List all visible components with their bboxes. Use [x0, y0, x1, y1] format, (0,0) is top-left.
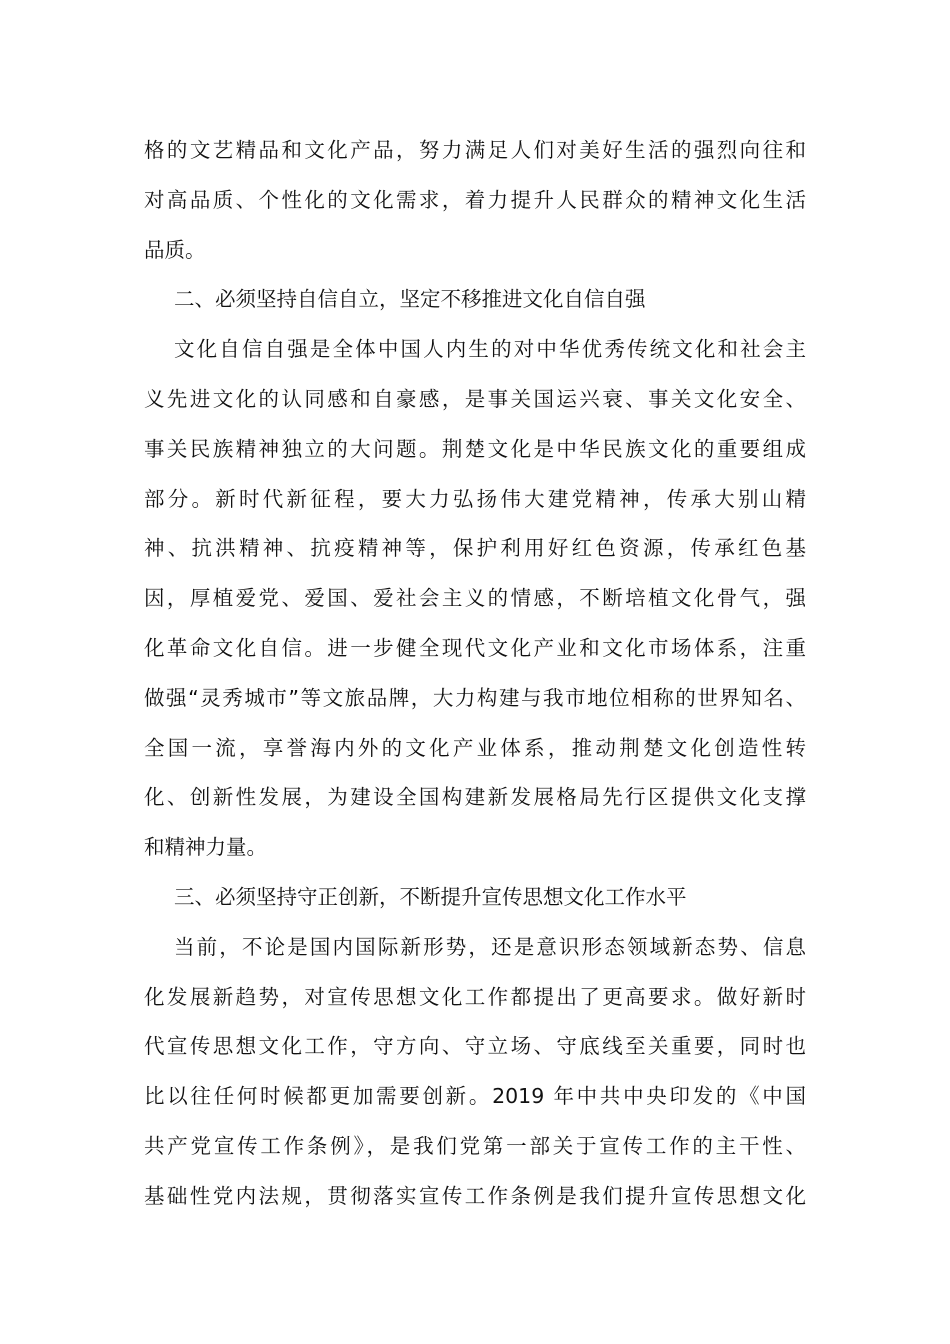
- text-line: 格的文艺精品和文化产品，努力满足人们对美好生活的强烈向往和: [144, 138, 806, 162]
- text-line: 事关民族精神独立的大问题。荆楚文化是中华民族文化的重要组成: [144, 436, 806, 461]
- text-line: 共产党宣传工作条例》，是我们党第一部关于宣传工作的主干性、: [144, 1133, 806, 1158]
- text-line: 比以往任何时候都更加需要创新。2019 年中共中央印发的《中国: [144, 1084, 806, 1109]
- section-heading: 三、必须坚持守正创新，不断提升宣传思想文化工作水平: [174, 884, 687, 909]
- text-line: 对高品质、个性化的文化需求，着力提升人民群众的精神文化生活: [144, 187, 806, 212]
- text-line: 化革命文化自信。进一步健全现代文化产业和文化市场体系，注重: [144, 635, 806, 660]
- text-line: 义先进文化的认同感和自豪感，是事关国运兴衰、事关文化安全、: [144, 386, 806, 411]
- text-line: 基础性党内法规，贯彻落实宣传工作条例是我们提升宣传思想文化: [144, 1183, 806, 1208]
- document-body: [144, 126, 806, 1222]
- section-heading: 二、必须坚持自信自立，坚定不移推进文化自信自强: [174, 287, 646, 312]
- text-line: 化、创新性发展，为建设全国构建新发展格局先行区提供文化支撑: [144, 785, 806, 810]
- text-line: 神、抗洪精神、抗疫精神等，保护利用好红色资源，传承红色基: [144, 536, 806, 561]
- text-line: 全国一流，享誉海内外的文化产业体系，推动荆楚文化创造性转: [144, 735, 806, 760]
- text-line: 因，厚植爱党、爱国、爱社会主义的情感，不断培植文化骨气，强: [144, 586, 806, 611]
- text-line: 当前，不论是国内国际新形势，还是意识形态领域新态势、信息: [174, 934, 806, 959]
- text-line: 部分。新时代新征程，要大力弘扬伟大建党精神，传承大别山精: [144, 486, 806, 511]
- text-line: 代宣传思想文化工作，守方向、守立场、守底线至关重要，同时也: [144, 1034, 806, 1059]
- text-line: 品质。: [144, 237, 206, 262]
- text-line: 化发展新趋势，对宣传思想文化工作都提出了更高要求。做好新时: [144, 984, 806, 1009]
- text-line: 做强“灵秀城市”等文旅品牌，大力构建与我市地位相称的世界知名、: [144, 685, 806, 710]
- text-line: 和精神力量。: [144, 835, 267, 860]
- text-line: 文化自信自强是全体中国人内生的对中华优秀传统文化和社会主: [174, 337, 806, 362]
